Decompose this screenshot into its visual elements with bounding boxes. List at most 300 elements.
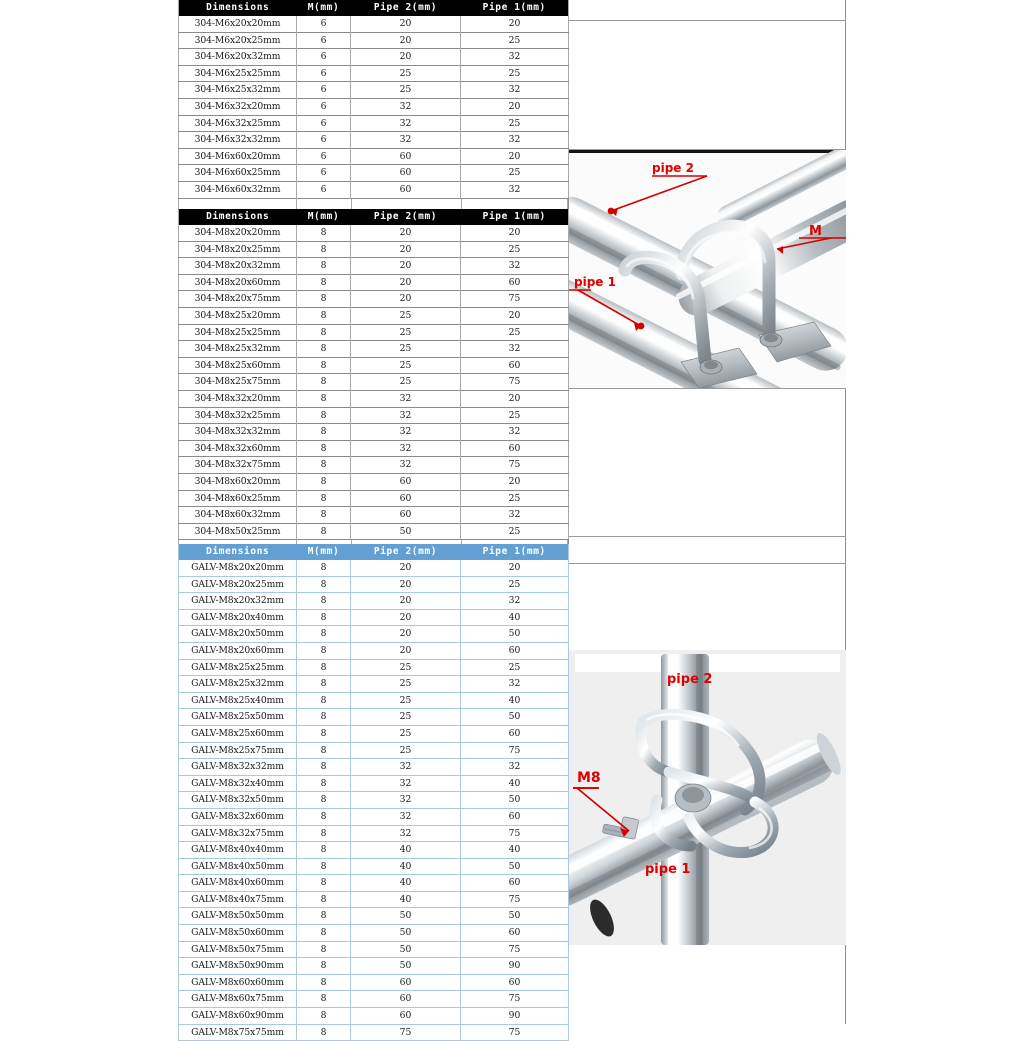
cell-dimensions: GALV-M8x50x50mm [179,908,297,925]
cell-pipe1: 60 [461,875,569,892]
cell-dimensions: GALV-M8x20x40mm [179,609,297,626]
table-row [179,560,569,576]
cell-pipe1: 32 [461,181,569,198]
cell-pipe1: 90 [461,1008,569,1025]
cell-m: 8 [297,1024,351,1041]
cell-m: 8 [297,357,351,374]
cell-pipe1: 60 [461,925,569,942]
cell-pipe2: 32 [351,407,461,424]
cell-pipe1: 60 [461,274,569,291]
cell-dimensions: GALV-M8x25x75mm [179,742,297,759]
cell-pipe2: 40 [351,875,461,892]
right-rule-blue-top [568,563,846,564]
cell-pipe2: 75 [351,1024,461,1041]
cell-pipe2: 32 [351,775,461,792]
cell-pipe2: 50 [351,958,461,975]
cell-pipe2: 20 [351,32,461,49]
cell-m: 6 [297,82,351,99]
cell-dimensions: GALV-M8x75x75mm [179,1024,297,1041]
cell-m: 8 [297,875,351,892]
cell-m: 8 [297,258,351,275]
table-row [179,642,569,659]
cell-pipe2: 20 [351,609,461,626]
col-header-dimensions: Dimensions [179,209,297,225]
cell-pipe1: 20 [461,473,569,490]
table-row [179,958,569,975]
cell-pipe1: 20 [461,560,569,576]
cell-dimensions: 304-M8x32x32mm [179,424,297,441]
cell-pipe2: 25 [351,692,461,709]
cell-m: 6 [297,165,351,182]
cell-dimensions: 304-M8x25x60mm [179,357,297,374]
cell-pipe2: 25 [351,324,461,341]
cell-pipe1: 20 [461,98,569,115]
cell-pipe2: 60 [351,148,461,165]
cell-pipe2: 20 [351,274,461,291]
cell-pipe2: 60 [351,490,461,507]
table-row [179,341,569,358]
table-row [179,523,569,540]
cell-pipe1: 25 [461,32,569,49]
col-header-pipe1: Pipe 1(mm) [461,544,569,560]
cell-m: 8 [297,324,351,341]
spec-table-galv-m8 [178,544,569,1041]
cell-dimensions: 304-M8x60x20mm [179,473,297,490]
table-row [179,1024,569,1041]
annotation-pipe-1: pipe 1 [574,275,616,289]
table-row [179,65,569,82]
cell-pipe2: 20 [351,258,461,275]
table-row [179,991,569,1008]
cell-m: 6 [297,49,351,66]
col-header-dimensions: Dimensions [179,544,297,560]
cell-m: 6 [297,148,351,165]
cell-pipe1: 20 [461,16,569,32]
table-row [179,775,569,792]
table-row [179,974,569,991]
cell-dimensions: 304-M6x20x20mm [179,16,297,32]
cell-dimensions: 304-M8x25x32mm [179,341,297,358]
cell-pipe1: 50 [461,858,569,875]
table-row [179,742,569,759]
cell-m: 8 [297,523,351,540]
cell-dimensions: 304-M8x20x25mm [179,241,297,258]
table-row [179,115,569,132]
cell-pipe1: 75 [461,742,569,759]
cell-dimensions: GALV-M8x25x25mm [179,659,297,676]
table-row [179,825,569,842]
cell-dimensions: GALV-M8x20x50mm [179,626,297,643]
cell-pipe1: 60 [461,974,569,991]
col-header-m: M(mm) [297,209,351,225]
cell-dimensions: 304-M6x25x32mm [179,82,297,99]
cell-m: 8 [297,473,351,490]
cell-pipe1: 32 [461,49,569,66]
cell-pipe1: 75 [461,457,569,474]
cell-pipe2: 60 [351,991,461,1008]
cell-m: 8 [297,424,351,441]
cell-pipe1: 25 [461,576,569,593]
cell-dimensions: GALV-M8x50x60mm [179,925,297,942]
cell-pipe2: 50 [351,523,461,540]
table-row [179,891,569,908]
table-row [179,676,569,693]
cell-pipe1: 32 [461,341,569,358]
cell-pipe1: 75 [461,941,569,958]
cell-m: 8 [297,307,351,324]
cell-dimensions: 304-M6x60x25mm [179,165,297,182]
table-row [179,908,569,925]
cell-m: 8 [297,808,351,825]
cell-pipe1: 20 [461,225,569,241]
cell-dimensions: 304-M6x32x32mm [179,132,297,149]
cell-dimensions: GALV-M8x32x32mm [179,759,297,776]
table-row [179,407,569,424]
cell-pipe2: 20 [351,49,461,66]
cell-dimensions: 304-M8x32x75mm [179,457,297,474]
cell-dimensions: 304-M6x60x32mm [179,181,297,198]
cell-m: 8 [297,908,351,925]
cell-pipe2: 25 [351,357,461,374]
cell-dimensions: 304-M6x32x25mm [179,115,297,132]
spec-table-304-m8 [178,209,569,540]
photo-galvanized-cross-clamp [569,650,846,945]
cell-pipe2: 50 [351,941,461,958]
cell-dimensions: GALV-M8x40x40mm [179,842,297,859]
cell-pipe2: 60 [351,1008,461,1025]
cell-pipe2: 20 [351,560,461,576]
table-row [179,925,569,942]
table-row [179,457,569,474]
cell-dimensions: GALV-M8x40x75mm [179,891,297,908]
table-row [179,659,569,676]
cell-pipe1: 75 [461,891,569,908]
cell-pipe1: 50 [461,792,569,809]
cell-m: 8 [297,1008,351,1025]
table-header-row [179,544,569,560]
cell-pipe1: 25 [461,324,569,341]
cell-m: 8 [297,709,351,726]
cell-pipe2: 25 [351,709,461,726]
cell-m: 8 [297,274,351,291]
cell-pipe2: 60 [351,507,461,524]
annotation-pipe-2: pipe 2 [652,161,694,175]
cell-pipe1: 32 [461,132,569,149]
cell-pipe1: 25 [461,407,569,424]
cell-pipe2: 32 [351,808,461,825]
photo-stainless-cross-clamp [569,150,846,388]
table-row [179,225,569,241]
table-row [179,692,569,709]
cell-pipe1: 50 [461,709,569,726]
table-row [179,875,569,892]
cell-m: 8 [297,891,351,908]
cell-pipe1: 60 [461,440,569,457]
cell-m: 8 [297,974,351,991]
cell-dimensions: 304-M8x60x32mm [179,507,297,524]
cell-dimensions: GALV-M8x32x50mm [179,792,297,809]
cell-dimensions: 304-M8x32x60mm [179,440,297,457]
cell-pipe1: 75 [461,825,569,842]
cell-pipe2: 20 [351,291,461,308]
cell-pipe1: 60 [461,725,569,742]
cell-pipe1: 25 [461,659,569,676]
cell-pipe2: 40 [351,891,461,908]
cell-m: 8 [297,341,351,358]
cell-pipe1: 32 [461,258,569,275]
cell-dimensions: 304-M8x20x32mm [179,258,297,275]
cell-pipe1: 75 [461,374,569,391]
cell-m: 6 [297,98,351,115]
cell-pipe2: 40 [351,842,461,859]
cell-m: 8 [297,490,351,507]
table-header-row [179,209,569,225]
cell-m: 6 [297,65,351,82]
cell-pipe2: 25 [351,65,461,82]
cell-m: 8 [297,792,351,809]
cell-pipe1: 32 [461,676,569,693]
cell-pipe2: 25 [351,659,461,676]
table-row [179,241,569,258]
table-row [179,792,569,809]
cell-dimensions: GALV-M8x40x50mm [179,858,297,875]
table-row [179,507,569,524]
table-row [179,357,569,374]
table-row [179,759,569,776]
cell-m: 8 [297,941,351,958]
cell-pipe2: 25 [351,725,461,742]
galvanized-clamp-illustration [569,650,846,945]
table-row [179,941,569,958]
cell-pipe2: 20 [351,626,461,643]
col-header-m: M(mm) [297,0,351,16]
table-row [179,98,569,115]
cell-pipe1: 75 [461,1024,569,1041]
cell-pipe2: 20 [351,593,461,610]
table-row [179,473,569,490]
annotation-m: M [809,224,822,239]
cell-dimensions: 304-M8x60x25mm [179,490,297,507]
cell-m: 8 [297,676,351,693]
cell-dimensions: GALV-M8x60x90mm [179,1008,297,1025]
cell-m: 8 [297,925,351,942]
cell-dimensions: GALV-M8x32x40mm [179,775,297,792]
table-row [179,725,569,742]
cell-pipe1: 25 [461,241,569,258]
cell-pipe2: 40 [351,858,461,875]
table-row [179,424,569,441]
cell-pipe1: 75 [461,291,569,308]
cell-dimensions: 304-M6x20x25mm [179,32,297,49]
cell-dimensions: GALV-M8x50x75mm [179,941,297,958]
table-row [179,374,569,391]
spec-table-304-m8-wrap [178,209,568,555]
cell-dimensions: GALV-M8x25x32mm [179,676,297,693]
cell-m: 8 [297,507,351,524]
cell-pipe1: 40 [461,775,569,792]
cell-m: 8 [297,759,351,776]
cell-m: 8 [297,291,351,308]
col-header-pipe1: Pipe 1(mm) [461,0,569,16]
table-row [179,274,569,291]
cell-dimensions: GALV-M8x25x40mm [179,692,297,709]
cell-m: 8 [297,742,351,759]
table-row [179,82,569,99]
cell-pipe1: 32 [461,593,569,610]
cell-dimensions: GALV-M8x25x60mm [179,725,297,742]
table-row [179,324,569,341]
table-row [179,307,569,324]
cell-m: 8 [297,560,351,576]
cell-m: 8 [297,407,351,424]
cell-dimensions: 304-M8x25x75mm [179,374,297,391]
cell-dimensions: 304-M8x50x25mm [179,523,297,540]
cell-pipe1: 50 [461,908,569,925]
right-rule-mid [568,536,846,537]
table-body [179,16,569,198]
table-row [179,258,569,275]
cell-dimensions: GALV-M8x20x60mm [179,642,297,659]
cell-pipe2: 25 [351,742,461,759]
cell-pipe2: 32 [351,98,461,115]
stainless-clamp-illustration [569,150,846,388]
cell-m: 8 [297,390,351,407]
cell-m: 8 [297,958,351,975]
cell-pipe2: 50 [351,925,461,942]
cell-pipe2: 60 [351,473,461,490]
cell-m: 8 [297,626,351,643]
cell-pipe2: 60 [351,974,461,991]
cell-pipe1: 60 [461,642,569,659]
table-body [179,225,569,540]
cell-m: 8 [297,457,351,474]
cell-dimensions: GALV-M8x25x50mm [179,709,297,726]
annotation-m8: M8 [577,770,601,786]
cell-m: 6 [297,16,351,32]
cell-pipe2: 32 [351,424,461,441]
table-row [179,609,569,626]
col-header-dimensions: Dimensions [179,0,297,16]
cell-pipe2: 50 [351,908,461,925]
right-rule-photo1-bottom [568,388,846,389]
cell-m: 8 [297,991,351,1008]
cell-m: 6 [297,132,351,149]
cell-pipe1: 25 [461,490,569,507]
cell-pipe1: 50 [461,626,569,643]
table-row [179,390,569,407]
cell-dimensions: 304-M8x20x60mm [179,274,297,291]
cell-m: 8 [297,659,351,676]
cell-pipe2: 32 [351,440,461,457]
table-row [179,709,569,726]
cell-dimensions: 304-M8x25x25mm [179,324,297,341]
annotation-pipe-1: pipe 1 [645,862,691,877]
cell-m: 8 [297,858,351,875]
cell-pipe2: 25 [351,676,461,693]
cell-m: 8 [297,225,351,241]
col-header-m: M(mm) [297,544,351,560]
cell-pipe1: 90 [461,958,569,975]
cell-m: 8 [297,842,351,859]
cell-m: 8 [297,374,351,391]
cell-pipe2: 25 [351,374,461,391]
cell-m: 8 [297,593,351,610]
table-row [179,16,569,32]
table-row [179,32,569,49]
cell-pipe1: 25 [461,165,569,182]
cell-dimensions: 304-M8x25x20mm [179,307,297,324]
cell-pipe1: 20 [461,390,569,407]
cell-dimensions: 304-M6x32x20mm [179,98,297,115]
spec-table-galv-m8-wrap [178,544,568,1041]
cell-dimensions: 304-M8x20x75mm [179,291,297,308]
table-row [179,291,569,308]
table-row [179,808,569,825]
cell-pipe1: 25 [461,115,569,132]
cell-pipe2: 32 [351,132,461,149]
cell-pipe2: 32 [351,759,461,776]
col-header-pipe1: Pipe 1(mm) [461,209,569,225]
cell-m: 6 [297,181,351,198]
cell-m: 8 [297,609,351,626]
cell-dimensions: GALV-M8x60x75mm [179,991,297,1008]
cell-pipe2: 20 [351,16,461,32]
cell-dimensions: 304-M6x60x20mm [179,148,297,165]
cell-pipe1: 20 [461,307,569,324]
cell-dimensions: GALV-M8x20x32mm [179,593,297,610]
cell-m: 8 [297,825,351,842]
cell-pipe1: 40 [461,692,569,709]
cell-m: 6 [297,115,351,132]
cell-m: 8 [297,692,351,709]
cell-dimensions: GALV-M8x60x60mm [179,974,297,991]
cell-pipe2: 25 [351,307,461,324]
cell-pipe1: 40 [461,609,569,626]
table-row [179,593,569,610]
cell-dimensions: 304-M8x20x20mm [179,225,297,241]
cell-m: 8 [297,725,351,742]
cell-dimensions: GALV-M8x20x25mm [179,576,297,593]
cell-pipe2: 32 [351,792,461,809]
cell-pipe2: 32 [351,457,461,474]
table-row [179,626,569,643]
cell-pipe2: 25 [351,341,461,358]
cell-pipe2: 20 [351,642,461,659]
cell-m: 8 [297,775,351,792]
cell-pipe1: 25 [461,65,569,82]
cell-pipe2: 32 [351,825,461,842]
cell-dimensions: GALV-M8x50x90mm [179,958,297,975]
table-row [179,576,569,593]
cell-pipe1: 75 [461,991,569,1008]
cell-dimensions: 304-M6x20x32mm [179,49,297,66]
table-row [179,440,569,457]
cell-pipe1: 60 [461,357,569,374]
table-row [179,148,569,165]
cell-pipe1: 32 [461,759,569,776]
cell-pipe2: 25 [351,82,461,99]
annotation-pipe-2: pipe 2 [667,672,713,687]
cell-pipe2: 20 [351,225,461,241]
cell-dimensions: 304-M8x32x20mm [179,390,297,407]
table-body [179,560,569,1041]
cell-pipe2: 60 [351,181,461,198]
cell-pipe1: 32 [461,424,569,441]
cell-pipe1: 40 [461,842,569,859]
cell-dimensions: GALV-M8x40x60mm [179,875,297,892]
cell-pipe2: 20 [351,241,461,258]
cell-m: 8 [297,642,351,659]
